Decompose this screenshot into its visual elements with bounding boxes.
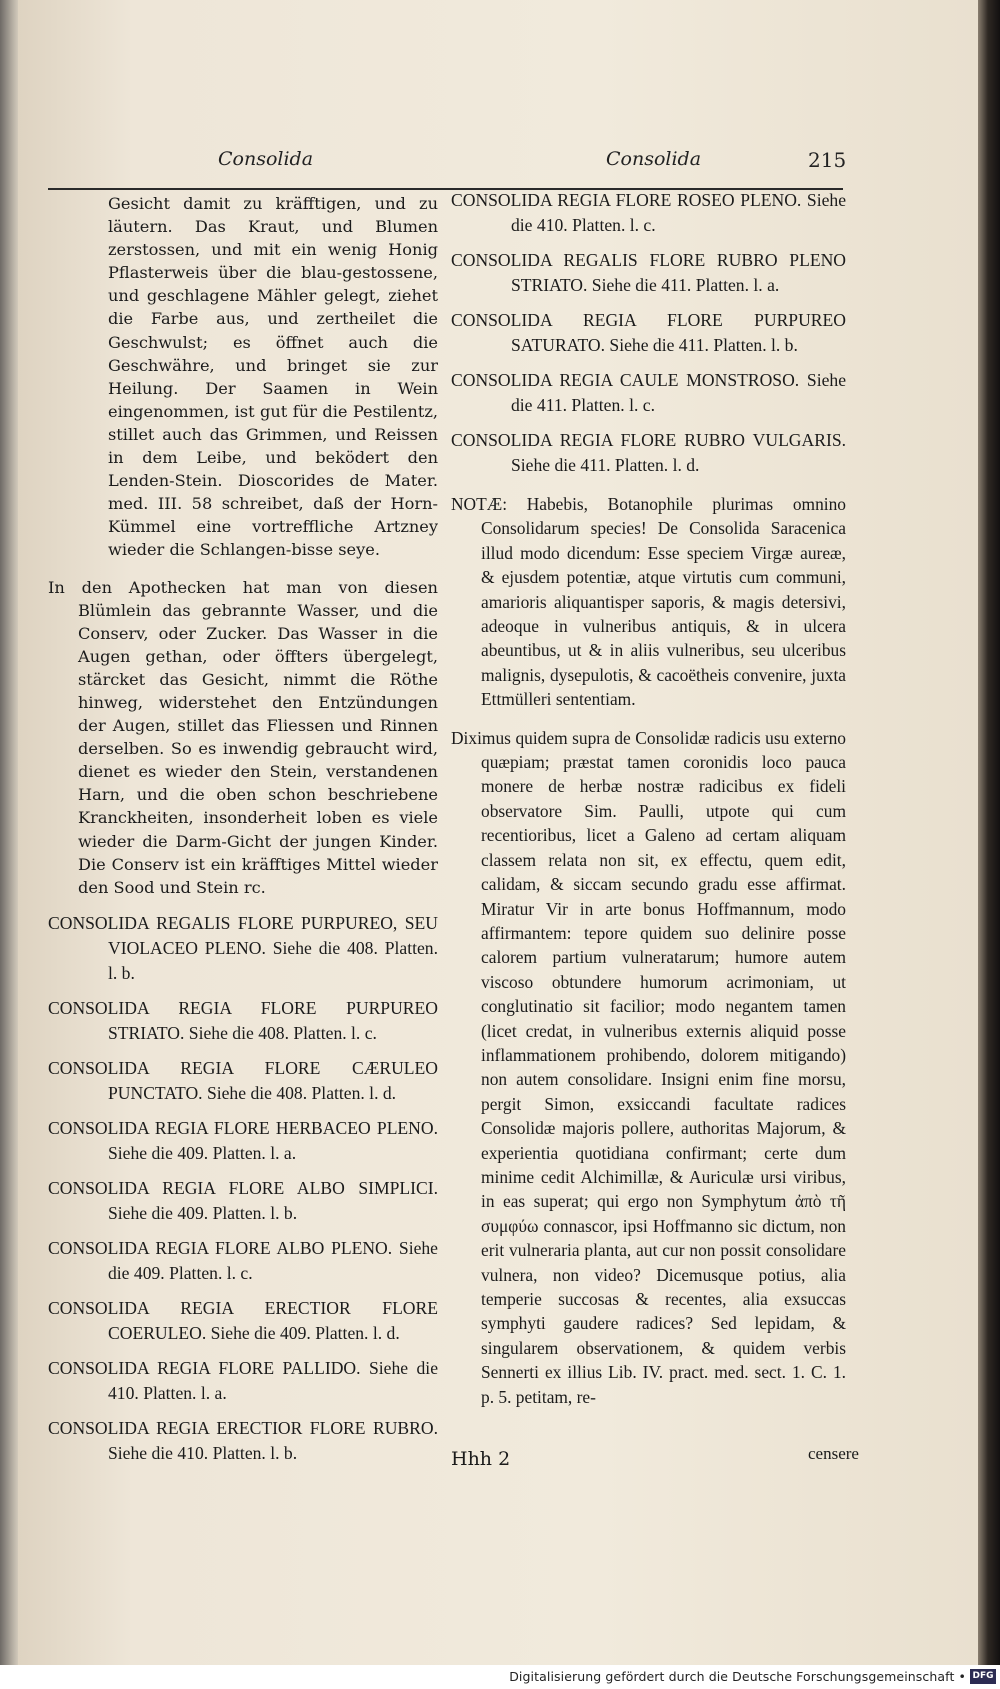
footer-bar bbox=[0, 1665, 1000, 1689]
running-head-right: Consolida bbox=[606, 148, 702, 170]
book-edge bbox=[978, 0, 1000, 1665]
left-column bbox=[48, 192, 438, 1476]
entry-right-4: CONSOLIDA REGIA CAULE MONSTROSO. Siehe die 411. Platten. l. c. bbox=[451, 370, 846, 415]
entry-left-8: CONSOLIDA REGIA FLORE PALLIDO. Siehe die 410. Platten. l. a. bbox=[48, 1357, 438, 1403]
right-column bbox=[451, 188, 846, 1409]
entry-left-7: CONSOLIDA REGIA ERECTIOR FLORE COERULEO. Siehe die 409. Platten. l. d. bbox=[48, 1297, 438, 1343]
entry-right-5: CONSOLIDA REGIA FLORE RUBRO VULGARIS. Siehe die 411. Platten. l. d. bbox=[451, 430, 846, 475]
nota-paragraph: NOTÆ: Habebis, Botanophile plurimas omnino Consolidarum species! De Consolida Saracenica illud modo dicendum: Esse speciem Virgæ aureæ, & ejusdem potentiæ, atque virtutis cum communi, amarioris aliquantisper saporis, & magis detersivi, adeoque in vulneribus antiquis, & in ulcera abeuntibus, ut & in aliis vulneribus, seu ulceribus malignis, dysepulotis, & cacoëtheis convenire, juxta Ettmülleri sententiam. bbox=[451, 494, 846, 710]
entry-left-2: CONSOLIDA REGIA FLORE PURPUREO STRIATO. Siehe die 408. Platten. l. c. bbox=[48, 997, 438, 1043]
german-paragraph-2: In den Apothecken hat man von diesen Blümlein das gebrannte Wasser, und die Conserv, oder Zucker. Das Wasser in die Augen gethan, oder öffters übergelegt, stärcket das Gesicht, nimmt die Röthe hinweg, widerstehet den Entzündungen der Augen, stillet das Fliessen und Rinnen derselben. So es inwendig gebraucht wird, dienet es wieder den Stein, verstandenen Harn, und die oben schon beschriebene Kranckheiten, insonderheit loben es viele wieder die Darm-Gicht der jungen Kinder. Die Conserv ist ein kräfftiges Mittel wieder den Sood und Stein rc. bbox=[48, 577, 438, 897]
entry-right-3: CONSOLIDA REGIA FLORE PURPUREO SATURATO. Siehe die 411. Platten. l. b. bbox=[451, 310, 846, 355]
catchword: censere bbox=[808, 1444, 859, 1463]
diximus-paragraph: Diximus quidem supra de Consolidæ radicis usu externo quæpiam; præstat tamen coronidis loco pauca monere de herbæ nostræ radicibus ex fideli observatore Sim. Paulli, utpote qui cum recentioribus, licet a Galeno ad certam aliquam classem relata non sit, ex effectu, quem edit, calidam, & siccam secundo gradu esse affirmat. Miratur Vir in arte bonus Hoffmannum, modo affirmantem: tepore quidem suo delinire posse calorem partium vulneratarum; humore autem viscoso obtundere humorum acrimoniam, ut conglutinatio sit facilior; modo negantem tamen (licet credat, in vulneribus externis aliquid posse inflammationem prohibendo, dolorem mitigando) non autem consolidare. Insigni enim fine morsu, pergit Simon, exsiccandi facultate radices Consolidæ majoris pollere, authoritas Majorum, & experientia quotidiana confirmant; certe dum minime cedit Alchimillæ, & Auriculæ ursi viribus, in eas superat; qui ergo non Symphytum ἀπὸ τῆ συμφύω connascor, ipsi Hoffmanno sic dictum, non erit vulneraria planta, aut cur non possit consolidare vulnera, non video? Dicemusque potius, alia temperie succosas & recentes, alia exsuccas symphyti gaudere radices? Sed lepidam, & singularem observationem, & quidem verbis Sennerti ex illius Lib. IV. pract. med. sect. 1. C. 1. p. 5. petitam, re- bbox=[451, 727, 846, 1407]
signature-mark: Hhh 2 bbox=[451, 1448, 511, 1470]
entry-left-5: CONSOLIDA REGIA FLORE ALBO SIMPLICI. Siehe die 409. Platten. l. b. bbox=[48, 1177, 438, 1223]
entry-left-4: CONSOLIDA REGIA FLORE HERBACEO PLENO. Siehe die 409. Platten. l. a. bbox=[48, 1117, 438, 1163]
footer-credit: Digitalisierung gefördert durch die Deutsche Forschungsgemeinschaft • bbox=[509, 1669, 966, 1684]
page-number: 215 bbox=[808, 148, 847, 172]
entry-left-6: CONSOLIDA REGIA FLORE ALBO PLENO. Siehe die 409. Platten. l. c. bbox=[48, 1237, 438, 1283]
running-head-left: Consolida bbox=[218, 148, 314, 170]
page-paper bbox=[18, 0, 978, 1665]
entry-left-9: CONSOLIDA REGIA ERECTIOR FLORE RUBRO. Siehe die 410. Platten. l. b. bbox=[48, 1417, 438, 1463]
german-paragraph-1: Gesicht damit zu kräfftigen, und zu läutern. Das Kraut, und Blumen zerstossen, und mit ein wenig Honig Pflasterweis über die blau-gestossene, und geschlagene Mähler gelegt, ziehet die Farbe aus, und zertheilet die Geschwulst; es öffnet auch die Geschwähre, und bringet sie zur Heilung. Der Saamen in Wein eingenommen, ist gut für die Pestilentz, stillet auch das Grimmen, und Reissen in dem Leibe, und beködert den Lenden-Stein. Dioscorides de Mater. med. III. 58 schreibet, daß der Horn-Kümmel eine vortreffliche Artzney wieder die Schlangen-bisse seye. bbox=[108, 194, 438, 560]
entry-left-3: CONSOLIDA REGIA FLORE CÆRULEO PUNCTATO. Siehe die 408. Platten. l. d. bbox=[48, 1057, 438, 1103]
entry-left-1: CONSOLIDA REGALIS FLORE PURPUREO, SEU VIOLACEO PLENO. Siehe die 408. Platten. l. b. bbox=[48, 912, 438, 983]
dfg-logo-icon: DFG bbox=[970, 1669, 996, 1684]
entry-right-1: CONSOLIDA REGIA FLORE ROSEO PLENO. Siehe die 410. Platten. l. c. bbox=[451, 190, 846, 235]
entry-right-2: CONSOLIDA REGALIS FLORE RUBRO PLENO STRIATO. Siehe die 411. Platten. l. a. bbox=[451, 250, 846, 295]
